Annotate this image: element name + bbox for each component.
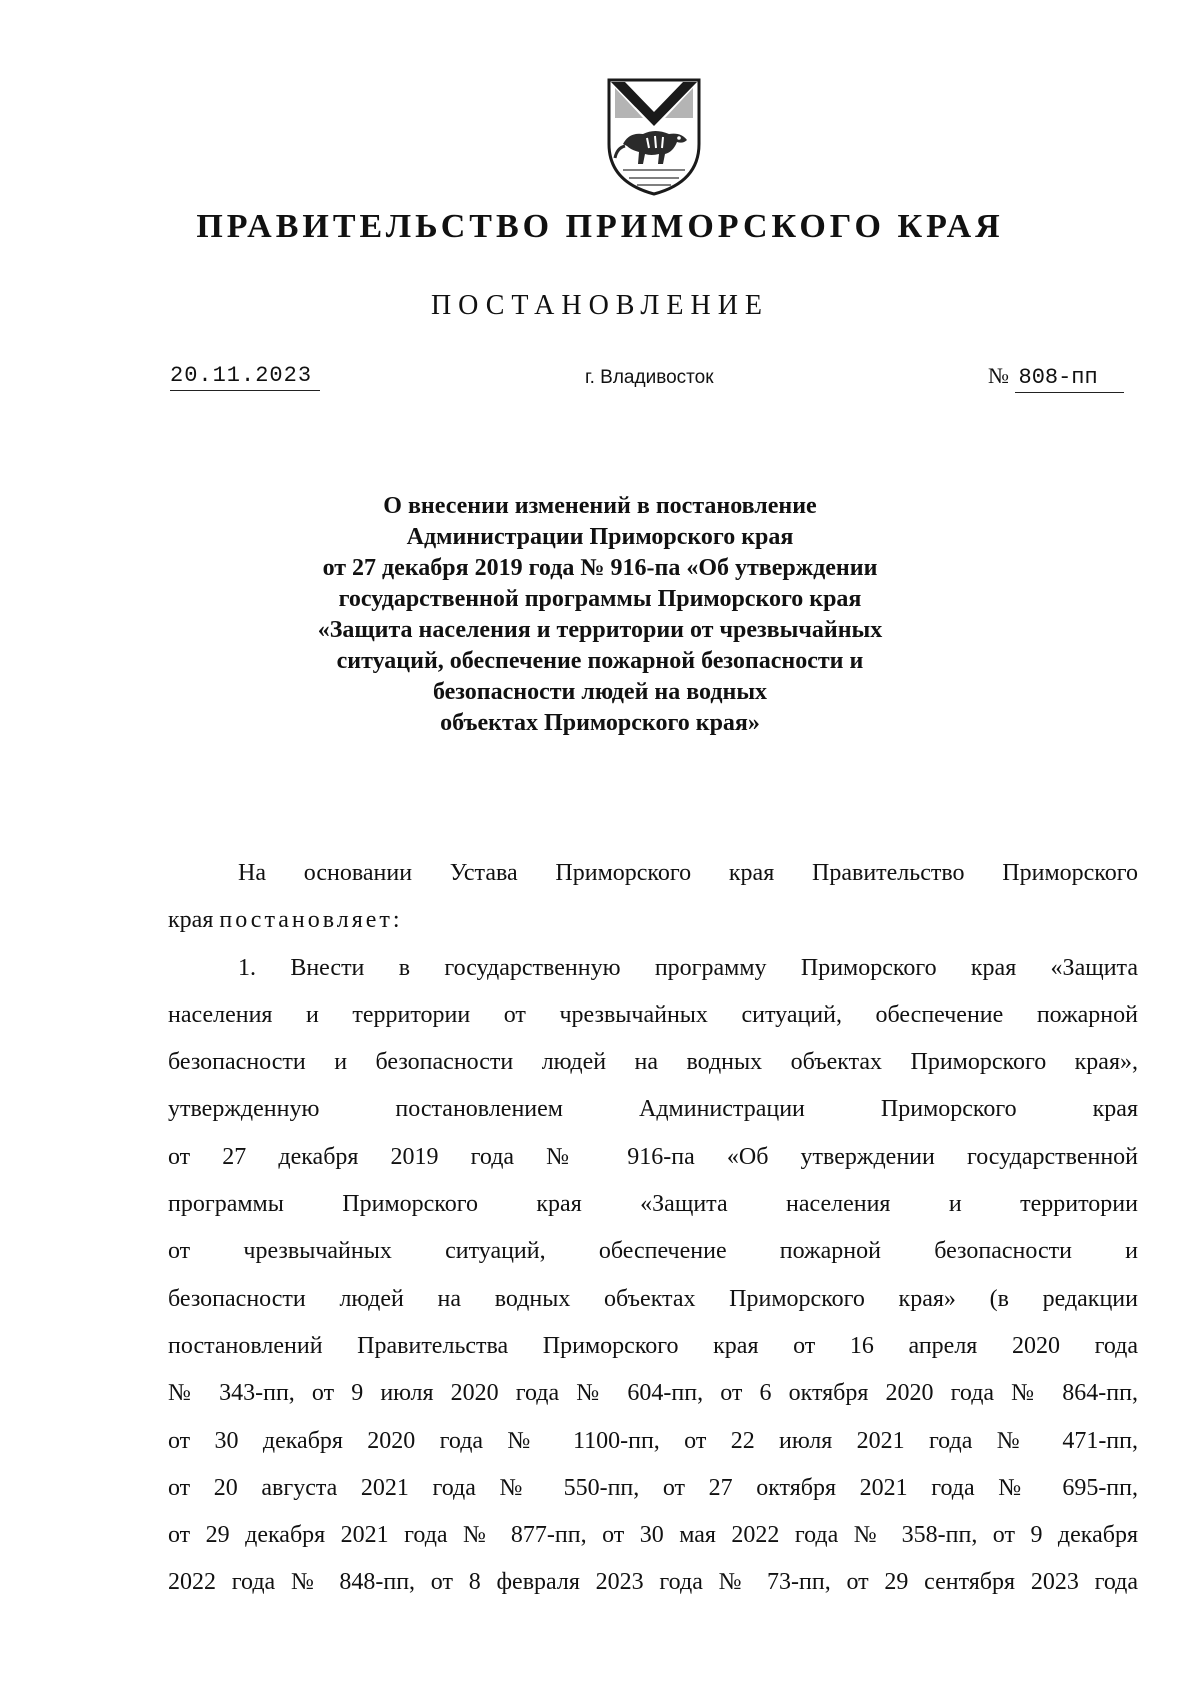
title-line: безопасности людей на водных xyxy=(432,679,768,705)
item1-line: от чрезвычайных ситуаций, обеспечение пожарной безопасности и xyxy=(168,1238,1138,1265)
title-line: государственной программы Приморского края xyxy=(338,586,862,612)
title-line: от 27 декабря 2019 года № 916-па «Об утверждении xyxy=(322,555,878,581)
document-meta-row xyxy=(160,363,1130,403)
preamble-line: На основании Устава Приморского края Правительство Приморского xyxy=(238,860,1138,886)
item1-line: от 30 декабря 2020 года № 1100-пп, от 22 июля 2021 года № 471-пп, xyxy=(168,1427,1138,1454)
document-body xyxy=(168,850,1138,1607)
preamble-resolves: постановляет: xyxy=(219,907,403,934)
preamble-line xyxy=(168,897,1138,944)
document-number-label: № xyxy=(988,363,1009,388)
item1-line: постановлений Правительства Приморского края от 16 апреля 2020 года xyxy=(168,1332,1138,1359)
item1-line: от 27 декабря 2019 года № 916-па «Об утверждении государственной xyxy=(168,1143,1138,1170)
title-line: «Защита населения и территории от чрезвычайных xyxy=(317,617,883,643)
document-date: 20.11.2023 xyxy=(170,363,320,391)
item1-line: № 343-пп, от 9 июля 2020 года № 604-пп, от 6 октября 2020 года № 864-пп, xyxy=(168,1380,1138,1407)
preamble-word: края xyxy=(168,907,214,934)
document-number-value: 808-пп xyxy=(1015,365,1124,393)
title-line: объектах Приморского края» xyxy=(440,710,760,736)
item1-line: 2022 года № 848-пп, от 8 февраля 2023 года № 73-пп, от 29 сентября 2023 года xyxy=(168,1569,1138,1596)
item1-line: 1. Внести в государственную программу Приморского края «Защита xyxy=(238,954,1138,981)
item1-line: безопасности людей на водных объектах Приморского края» (в редакции xyxy=(168,1285,1138,1312)
document-city: г. Владивосток xyxy=(585,367,714,388)
primorsky-krai-coat-of-arms-icon xyxy=(603,74,705,198)
title-line: ситуаций, обеспечение пожарной безопасности и xyxy=(336,648,864,674)
item1-line: утвержденную постановлением Администрации Приморского края xyxy=(168,1096,1138,1123)
title-line: Администрации Приморского края xyxy=(406,524,794,550)
item1-line: от 20 августа 2021 года № 550-пп, от 27 октября 2021 года № 695-пп, xyxy=(168,1474,1138,1501)
item1-line: безопасности и безопасности людей на водных объектах Приморского края», xyxy=(168,1049,1138,1076)
item1-line: программы Приморского края «Защита населения и территории xyxy=(168,1191,1138,1218)
item1-line: населения и территории от чрезвычайных ситуаций, обеспечение пожарной xyxy=(168,1001,1138,1028)
document-type: ПОСТАНОВЛЕНИЕ xyxy=(430,290,770,321)
document-title xyxy=(200,491,1000,739)
organization-name: ПРАВИТЕЛЬСТВО ПРИМОРСКОГО КРАЯ xyxy=(196,208,1004,245)
title-line: О внесении изменений в постановление xyxy=(383,493,817,519)
document-number xyxy=(988,363,1124,393)
item1-line: от 29 декабря 2021 года № 877-пп, от 30 мая 2022 года № 358-пп, от 9 декабря xyxy=(168,1522,1138,1549)
